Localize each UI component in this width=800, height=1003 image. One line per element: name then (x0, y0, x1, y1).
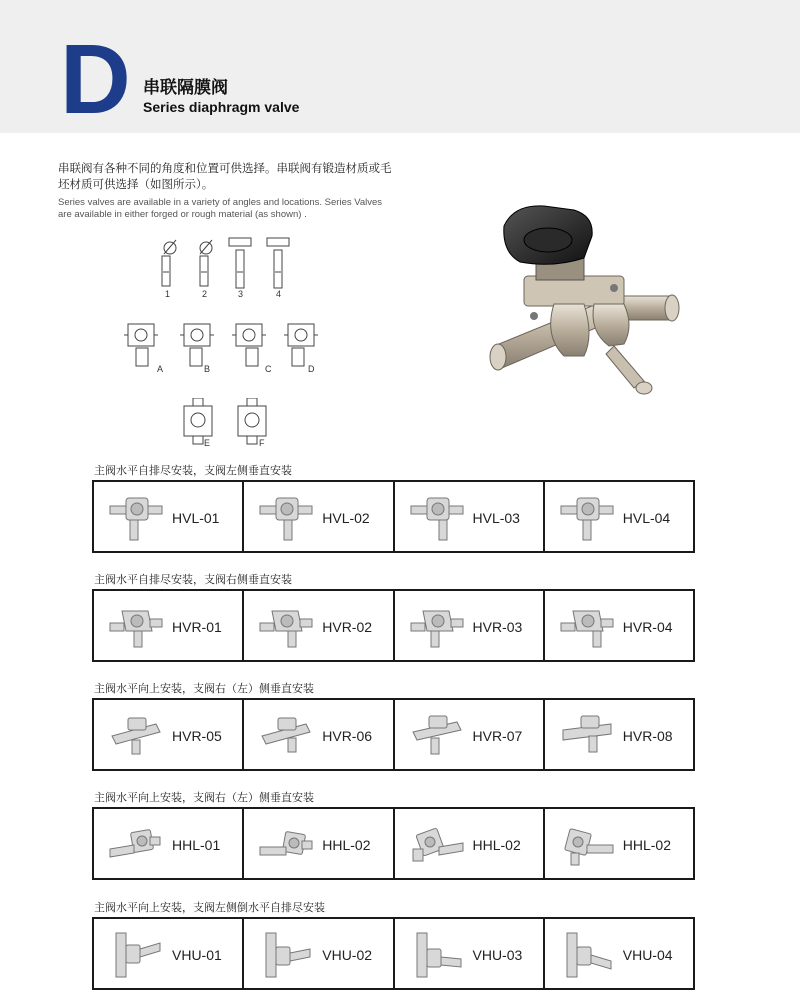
diagram-label-d: D (308, 364, 315, 374)
model-code: HHL-01 (172, 837, 221, 853)
valve-thumbnail (559, 929, 615, 981)
model-code: HVR-08 (622, 728, 673, 744)
valve-thumbnail (108, 819, 164, 871)
model-code: HVR-01 (172, 619, 222, 635)
model-cell (244, 591, 394, 660)
page-title-en: Series diaphragm valve (143, 99, 300, 115)
valve-thumbnail (409, 819, 465, 871)
position-diagrams-a-d (122, 320, 332, 375)
model-code: VHU-04 (622, 947, 673, 963)
model-code: HVR-05 (172, 728, 222, 744)
section-title: 主阀水平自排尽安装，支阀左侧垂直安装 (94, 464, 292, 477)
model-row (92, 807, 695, 880)
section-title: 主阀水平自排尽安装，支阀右侧垂直安装 (94, 573, 292, 586)
valve-thumbnail (409, 492, 465, 544)
section-title: 主阀水平向上安装，支阀左侧倒水平自排尽安装 (94, 901, 325, 914)
diagram-label-e: E (204, 438, 211, 448)
model-code: HVL-02 (322, 510, 370, 526)
model-row (92, 917, 695, 990)
model-cell (395, 919, 545, 988)
model-cell (395, 482, 545, 551)
model-cell (545, 591, 693, 660)
diagram-label-3: 3 (238, 289, 244, 299)
model-cell (395, 809, 545, 878)
model-code: HVR-07 (472, 728, 523, 744)
intro-text-en: Series valves are available in a variety of angles and locations. Series Valves are available in either forged or rough material (as shown) . (58, 197, 383, 220)
model-code: VHU-01 (172, 947, 222, 963)
model-cell (545, 482, 693, 551)
model-cell (244, 482, 394, 551)
model-cell (244, 919, 394, 988)
intro-text-cn: 串联阀有各种不同的角度和位置可供选择。串联阀有锻造材质或毛坯材质可供选择（如图所示）。 (58, 161, 392, 191)
model-cell (395, 700, 545, 769)
angle-diagram-4 (267, 238, 289, 288)
valve-thumbnail (108, 492, 164, 544)
section-letter: D (60, 24, 129, 134)
model-cell (94, 591, 244, 660)
model-code: VHU-02 (322, 947, 373, 963)
section-title: 主阀水平向上安装，支阀右（左）侧垂直安装 (94, 682, 314, 695)
model-code: HHL-02 (472, 837, 521, 853)
model-code: HVR-03 (472, 619, 523, 635)
valve-thumbnail (258, 492, 314, 544)
model-cell (94, 482, 244, 551)
model-cell (94, 700, 244, 769)
position-diagram-a (124, 324, 158, 366)
model-code: HVR-06 (322, 728, 373, 744)
model-code: HVL-01 (172, 510, 220, 526)
model-code: HHL-02 (622, 837, 671, 853)
diagram-label-a: A (157, 364, 164, 374)
valve-thumbnail (258, 929, 314, 981)
series-valve-product-image (484, 196, 684, 402)
page-title-cn: 串联隔膜阀 (143, 78, 228, 98)
model-code: HVR-04 (622, 619, 673, 635)
valve-thumbnail (258, 819, 314, 871)
model-cell (94, 919, 244, 988)
model-cell (545, 700, 693, 769)
valve-thumbnail (559, 492, 615, 544)
valve-thumbnail (409, 601, 465, 653)
position-diagram-c (232, 324, 266, 366)
diagram-label-1: 1 (165, 289, 171, 299)
model-cell (94, 809, 244, 878)
valve-thumbnail (108, 601, 164, 653)
angle-diagram-2 (200, 240, 212, 286)
angle-diagram-3 (229, 238, 251, 288)
model-row (92, 589, 695, 662)
valve-thumbnail (108, 710, 164, 762)
position-diagram-d (284, 324, 318, 366)
position-diagram-b (180, 324, 214, 366)
valve-thumbnail (409, 929, 465, 981)
valve-thumbnail (559, 710, 615, 762)
model-cell (545, 809, 693, 878)
model-row (92, 698, 695, 771)
model-code: HVL-03 (472, 510, 520, 526)
model-cell (244, 700, 394, 769)
valve-thumbnail (258, 601, 314, 653)
model-cell (244, 809, 394, 878)
diagram-label-2: 2 (202, 289, 208, 299)
model-cell (395, 591, 545, 660)
model-cell (545, 919, 693, 988)
section-title: 主阀水平向上安装，支阀右（左）侧垂直安装 (94, 791, 314, 804)
model-code: HHL-02 (322, 837, 371, 853)
diagram-label-4: 4 (276, 289, 282, 299)
diagram-label-b: B (204, 364, 211, 374)
valve-thumbnail (409, 710, 465, 762)
model-row (92, 480, 695, 553)
valve-thumbnail (559, 601, 615, 653)
diagram-label-f: F (259, 438, 265, 448)
valve-thumbnail (108, 929, 164, 981)
model-code: VHU-03 (472, 947, 523, 963)
valve-thumbnail (258, 710, 314, 762)
diagram-label-c: C (265, 364, 272, 374)
model-code: HVL-04 (622, 510, 671, 526)
valve-thumbnail (559, 819, 615, 871)
angle-diagram-1 (162, 240, 176, 286)
model-code: HVR-02 (322, 619, 373, 635)
